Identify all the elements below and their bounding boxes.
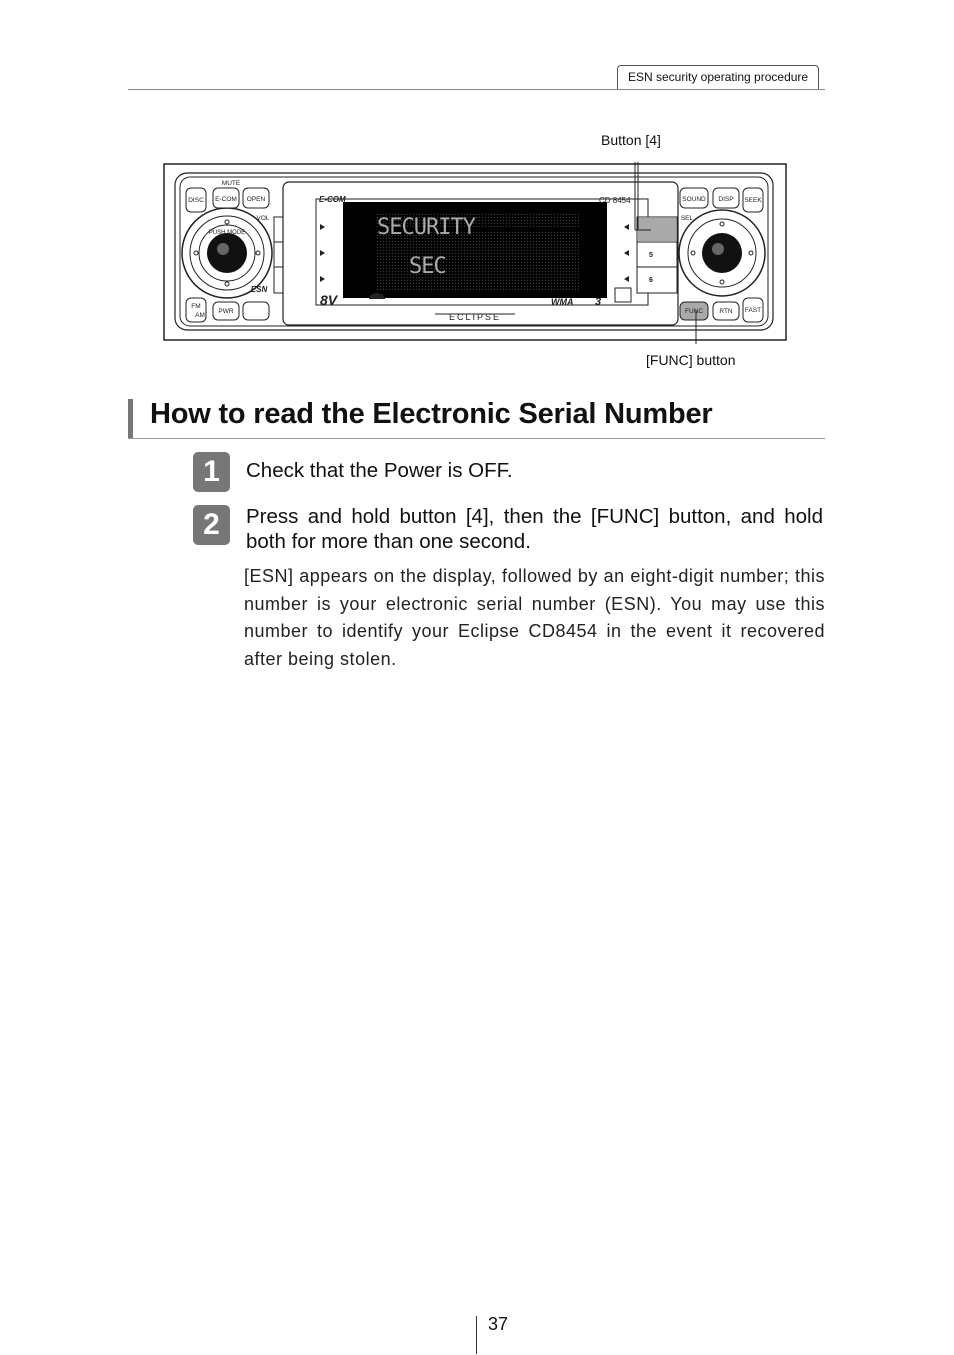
seek-button: SEEK (744, 197, 762, 204)
step-2-badge: 2 (193, 505, 230, 545)
wma-logo: WMA (551, 297, 574, 307)
ecom-button: E-COM (215, 196, 237, 203)
preset-6-button: 6 (649, 277, 653, 284)
heading-rule (128, 438, 825, 439)
mute-label: MUTE (221, 180, 241, 187)
ecom-logo: E-COM (319, 195, 346, 204)
rtn-button: RTN (719, 308, 733, 315)
preset-5-button: 5 (649, 252, 653, 259)
pwr-button: PWR (218, 308, 234, 315)
display-line1: SECURITY (377, 215, 475, 240)
vol-label: VOL (256, 215, 270, 222)
step-2-text: Press and hold button [4], then the [FUNC] button, and hold both for more than one second. (246, 505, 823, 553)
step-1-badge: 1 (193, 452, 230, 492)
page-number: 37 (488, 1314, 509, 1334)
sel-label: SEL (680, 215, 694, 222)
step-1-text: Check that the Power is OFF. (246, 459, 513, 482)
open-button: OPEN (246, 196, 266, 203)
callout-button4: Button [4] (601, 132, 661, 148)
func-button: FUNC (684, 308, 704, 315)
esn-description: [ESN] appears on the display, followed by an eight-digit number; this number is your electronic serial number (ESN). You may use this number to identify your Eclipse CD8454 in the event it recovered after being stolen. (244, 566, 825, 669)
pre-out-logo: 8V (320, 292, 338, 308)
brand-logo: ECLIPSE (448, 312, 502, 322)
heading-bar (128, 399, 133, 438)
push-mode-label: PUSH MODE (208, 230, 246, 236)
fm-button: FM (191, 303, 201, 310)
display-line2: SEC (409, 254, 446, 279)
fast-button: FAST (744, 307, 762, 314)
select-knob (679, 210, 765, 296)
esn-label: ESN (250, 285, 268, 294)
sound-button: SOUND (682, 196, 706, 203)
section-heading: How to read the Electronic Serial Number (150, 398, 713, 430)
header-rule (128, 89, 825, 90)
mp3-logo: 3 (595, 296, 602, 308)
disc-button: DISC (188, 197, 204, 204)
callout-func-button: [FUNC] button (646, 352, 736, 368)
page-number-rule (476, 1316, 477, 1354)
section-tab: ESN security operating procedure (617, 65, 819, 89)
head-unit-figure (163, 162, 789, 344)
disp-button: DISP (718, 196, 734, 203)
model-label: CD 8454 (599, 196, 631, 205)
am-button: AM (195, 312, 205, 319)
